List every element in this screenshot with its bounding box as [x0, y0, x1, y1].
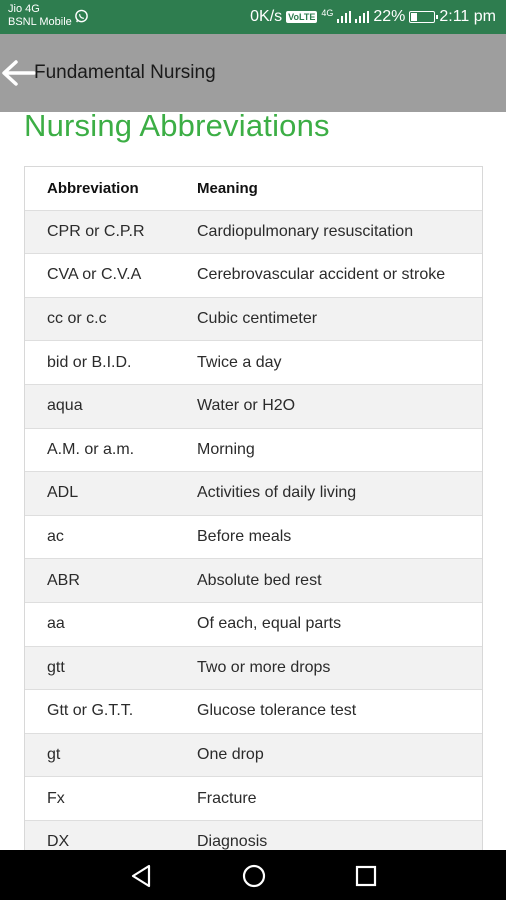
navigation-bar	[0, 850, 506, 900]
meaning-cell: Absolute bed rest	[197, 571, 322, 589]
meaning-cell: Activities of daily living	[197, 484, 357, 502]
table-body	[25, 211, 482, 856]
status-indicators	[250, 7, 496, 27]
meaning-cell: Cerebrovascular accident or stroke	[197, 266, 446, 284]
nav-back-icon[interactable]	[130, 864, 152, 888]
nav-recent-apps-icon[interactable]	[355, 865, 377, 887]
battery-icon	[409, 11, 435, 23]
abbreviation-cell: gtt	[47, 658, 65, 676]
network-speed: 0K/s	[250, 8, 283, 25]
column-header-abbreviation: Abbreviation	[47, 179, 139, 197]
meaning-cell: Before meals	[197, 528, 292, 546]
column-header-meaning: Meaning	[197, 179, 258, 197]
app-bar	[0, 34, 506, 112]
abbreviation-cell: Fx	[47, 789, 65, 807]
abbreviation-cell: cc or c.c	[47, 310, 107, 328]
table-row	[25, 777, 482, 821]
table-row	[25, 647, 482, 691]
table-row	[25, 254, 482, 298]
meaning-cell: Water or H2O	[197, 397, 296, 415]
volte-badge: VoLTE	[288, 12, 316, 22]
network-type: 4G	[321, 8, 334, 18]
status-bar	[0, 0, 506, 34]
table-row	[25, 734, 482, 778]
clock: 2:11 pm	[439, 8, 496, 25]
table-row	[25, 472, 482, 516]
abbreviation-cell: DX	[47, 833, 70, 851]
abbreviation-cell: CPR or C.P.R	[47, 222, 145, 240]
app-title: Fundamental Nursing	[34, 62, 216, 83]
table-row	[25, 603, 482, 647]
abbreviation-cell: gt	[47, 746, 61, 764]
table-row	[25, 516, 482, 560]
table-header-row	[25, 167, 482, 211]
abbreviations-table	[24, 166, 483, 856]
meaning-cell: Cubic centimeter	[197, 310, 318, 328]
abbreviation-cell: aa	[47, 615, 65, 633]
whatsapp-icon	[74, 9, 89, 24]
carrier-line-2: BSNL Mobile	[8, 16, 72, 28]
meaning-cell: Morning	[197, 440, 255, 458]
meaning-cell: Glucose tolerance test	[197, 702, 357, 720]
table-row	[25, 429, 482, 473]
battery-level	[411, 13, 416, 21]
nav-home-icon[interactable]	[242, 864, 266, 888]
signal-icon-2	[355, 11, 369, 23]
table-row	[25, 341, 482, 385]
table-row	[25, 385, 482, 429]
meaning-cell: Twice a day	[197, 353, 282, 371]
abbreviation-cell: A.M. or a.m.	[47, 440, 135, 458]
abbreviation-cell: ac	[47, 528, 64, 546]
back-arrow-icon[interactable]	[0, 58, 36, 88]
table-row	[25, 298, 482, 342]
signal-icon	[337, 11, 351, 23]
meaning-cell: Fracture	[197, 789, 257, 807]
table-row	[25, 211, 482, 255]
abbreviation-cell: bid or B.I.D.	[47, 353, 132, 371]
meaning-cell: One drop	[197, 746, 264, 764]
carrier-line-1: Jio 4G	[8, 3, 40, 15]
table-row	[25, 690, 482, 734]
meaning-cell: Two or more drops	[197, 658, 331, 676]
abbreviation-cell: CVA or C.V.A	[47, 266, 142, 284]
abbreviation-cell: aqua	[47, 397, 83, 415]
table-row	[25, 559, 482, 603]
meaning-cell: Of each, equal parts	[197, 615, 342, 633]
battery-percent: 22%	[373, 8, 406, 25]
meaning-cell: Cardiopulmonary resuscitation	[197, 222, 414, 240]
abbreviation-cell: Gtt or G.T.T.	[47, 702, 134, 720]
meaning-cell: Diagnosis	[197, 833, 268, 851]
page-title: Nursing Abbreviations	[24, 108, 330, 143]
abbreviation-cell: ADL	[47, 484, 79, 502]
abbreviation-cell: ABR	[47, 571, 80, 589]
carrier-info	[8, 3, 72, 29]
